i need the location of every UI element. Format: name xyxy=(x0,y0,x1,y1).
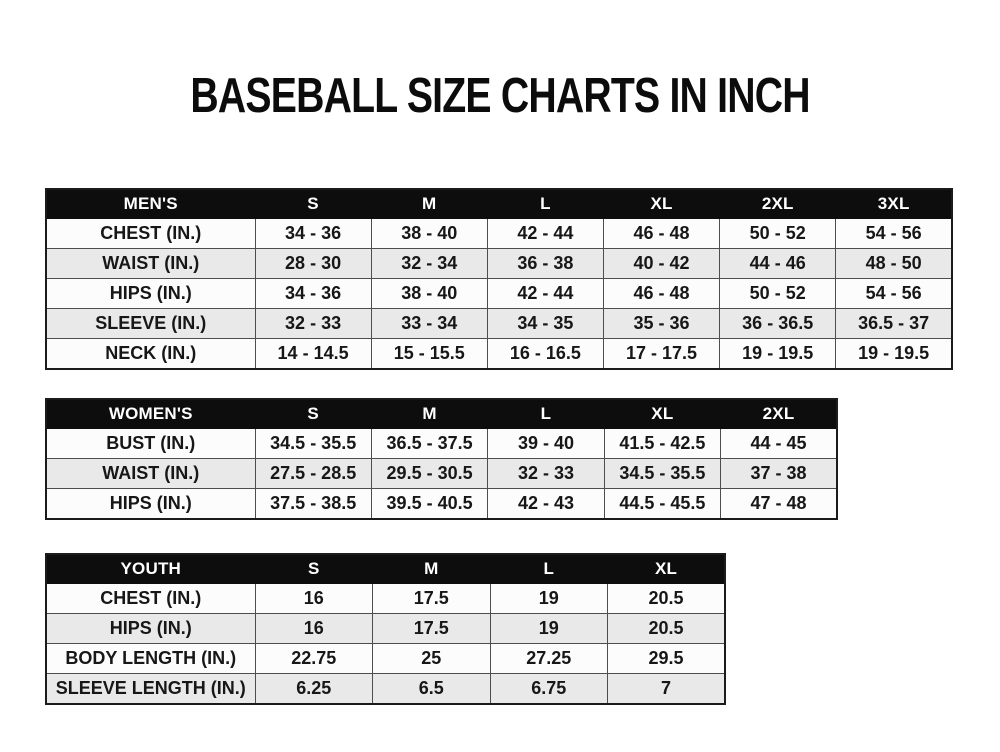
value-cell: 48 - 50 xyxy=(836,249,952,279)
size-header-cell: S xyxy=(255,399,371,429)
value-cell: 37.5 - 38.5 xyxy=(255,489,371,520)
value-cell: 16 xyxy=(255,614,373,644)
value-cell: 32 - 33 xyxy=(255,309,371,339)
size-header-cell: XL xyxy=(608,554,726,584)
size-header-cell: 2XL xyxy=(720,189,836,219)
table-header-row xyxy=(46,189,952,219)
value-cell: 19 - 19.5 xyxy=(836,339,952,370)
row-label-cell: HIPS (IN.) xyxy=(46,279,255,309)
mens-size-chart xyxy=(45,188,953,370)
value-cell: 40 - 42 xyxy=(603,249,719,279)
value-cell: 47 - 48 xyxy=(721,489,837,520)
value-cell: 15 - 15.5 xyxy=(371,339,487,370)
row-label-cell: HIPS (IN.) xyxy=(46,614,255,644)
value-cell: 19 xyxy=(490,614,608,644)
value-cell: 41.5 - 42.5 xyxy=(604,429,720,459)
womens-size-table xyxy=(45,398,838,520)
value-cell: 33 - 34 xyxy=(371,309,487,339)
value-cell: 39.5 - 40.5 xyxy=(371,489,487,520)
value-cell: 46 - 48 xyxy=(603,219,719,249)
size-header-cell: L xyxy=(488,399,604,429)
size-header-cell: M xyxy=(371,189,487,219)
table-row xyxy=(46,429,837,459)
value-cell: 42 - 44 xyxy=(487,279,603,309)
value-cell: 54 - 56 xyxy=(836,219,952,249)
table-header-row xyxy=(46,399,837,429)
value-cell: 44 - 45 xyxy=(721,429,837,459)
value-cell: 38 - 40 xyxy=(371,279,487,309)
value-cell: 36 - 38 xyxy=(487,249,603,279)
value-cell: 17.5 xyxy=(373,584,491,614)
value-cell: 6.25 xyxy=(255,674,373,705)
table-row xyxy=(46,614,725,644)
size-header-cell: XL xyxy=(604,399,720,429)
size-header-cell: L xyxy=(490,554,608,584)
value-cell: 7 xyxy=(608,674,726,705)
womens-size-chart xyxy=(45,398,838,520)
size-header-cell: M xyxy=(371,399,487,429)
table-title-cell: WOMEN'S xyxy=(46,399,255,429)
value-cell: 32 - 33 xyxy=(488,459,604,489)
table-row xyxy=(46,644,725,674)
size-header-cell: 3XL xyxy=(836,189,952,219)
row-label-cell: SLEEVE LENGTH (IN.) xyxy=(46,674,255,705)
value-cell: 17.5 xyxy=(373,614,491,644)
page-title: BASEBALL SIZE CHARTS IN INCH xyxy=(190,69,810,123)
size-header-cell: M xyxy=(373,554,491,584)
row-label-cell: NECK (IN.) xyxy=(46,339,255,370)
value-cell: 42 - 44 xyxy=(487,219,603,249)
value-cell: 17 - 17.5 xyxy=(603,339,719,370)
value-cell: 44.5 - 45.5 xyxy=(604,489,720,520)
table-row xyxy=(46,489,837,520)
value-cell: 14 - 14.5 xyxy=(255,339,371,370)
value-cell: 35 - 36 xyxy=(603,309,719,339)
value-cell: 34 - 36 xyxy=(255,279,371,309)
value-cell: 37 - 38 xyxy=(721,459,837,489)
value-cell: 20.5 xyxy=(608,584,726,614)
table-row xyxy=(46,339,952,370)
table-row xyxy=(46,674,725,705)
table-row xyxy=(46,219,952,249)
row-label-cell: BODY LENGTH (IN.) xyxy=(46,644,255,674)
table-title-cell: MEN'S xyxy=(46,189,255,219)
size-header-cell: S xyxy=(255,189,371,219)
value-cell: 34.5 - 35.5 xyxy=(604,459,720,489)
mens-size-table xyxy=(45,188,953,370)
youth-size-chart xyxy=(45,553,726,705)
value-cell: 25 xyxy=(373,644,491,674)
row-label-cell: CHEST (IN.) xyxy=(46,584,255,614)
table-row xyxy=(46,249,952,279)
value-cell: 34 - 36 xyxy=(255,219,371,249)
value-cell: 39 - 40 xyxy=(488,429,604,459)
value-cell: 50 - 52 xyxy=(720,219,836,249)
value-cell: 28 - 30 xyxy=(255,249,371,279)
value-cell: 54 - 56 xyxy=(836,279,952,309)
value-cell: 32 - 34 xyxy=(371,249,487,279)
size-header-cell: L xyxy=(487,189,603,219)
row-label-cell: SLEEVE (IN.) xyxy=(46,309,255,339)
row-label-cell: HIPS (IN.) xyxy=(46,489,255,520)
value-cell: 27.25 xyxy=(490,644,608,674)
row-label-cell: WAIST (IN.) xyxy=(46,459,255,489)
value-cell: 29.5 - 30.5 xyxy=(371,459,487,489)
value-cell: 36 - 36.5 xyxy=(720,309,836,339)
value-cell: 6.5 xyxy=(373,674,491,705)
row-label-cell: CHEST (IN.) xyxy=(46,219,255,249)
value-cell: 34.5 - 35.5 xyxy=(255,429,371,459)
value-cell: 38 - 40 xyxy=(371,219,487,249)
value-cell: 27.5 - 28.5 xyxy=(255,459,371,489)
value-cell: 16 xyxy=(255,584,373,614)
value-cell: 6.75 xyxy=(490,674,608,705)
value-cell: 34 - 35 xyxy=(487,309,603,339)
value-cell: 44 - 46 xyxy=(720,249,836,279)
value-cell: 50 - 52 xyxy=(720,279,836,309)
value-cell: 36.5 - 37 xyxy=(836,309,952,339)
table-row xyxy=(46,309,952,339)
value-cell: 29.5 xyxy=(608,644,726,674)
value-cell: 19 - 19.5 xyxy=(720,339,836,370)
row-label-cell: BUST (IN.) xyxy=(46,429,255,459)
size-header-cell: S xyxy=(255,554,373,584)
table-row xyxy=(46,584,725,614)
value-cell: 16 - 16.5 xyxy=(487,339,603,370)
value-cell: 20.5 xyxy=(608,614,726,644)
table-row xyxy=(46,459,837,489)
row-label-cell: WAIST (IN.) xyxy=(46,249,255,279)
page-header xyxy=(0,68,1000,124)
table-row xyxy=(46,279,952,309)
size-header-cell: XL xyxy=(603,189,719,219)
value-cell: 36.5 - 37.5 xyxy=(371,429,487,459)
table-header-row xyxy=(46,554,725,584)
youth-size-table xyxy=(45,553,726,705)
value-cell: 46 - 48 xyxy=(603,279,719,309)
value-cell: 19 xyxy=(490,584,608,614)
value-cell: 22.75 xyxy=(255,644,373,674)
size-header-cell: 2XL xyxy=(721,399,837,429)
value-cell: 42 - 43 xyxy=(488,489,604,520)
table-title-cell: YOUTH xyxy=(46,554,255,584)
